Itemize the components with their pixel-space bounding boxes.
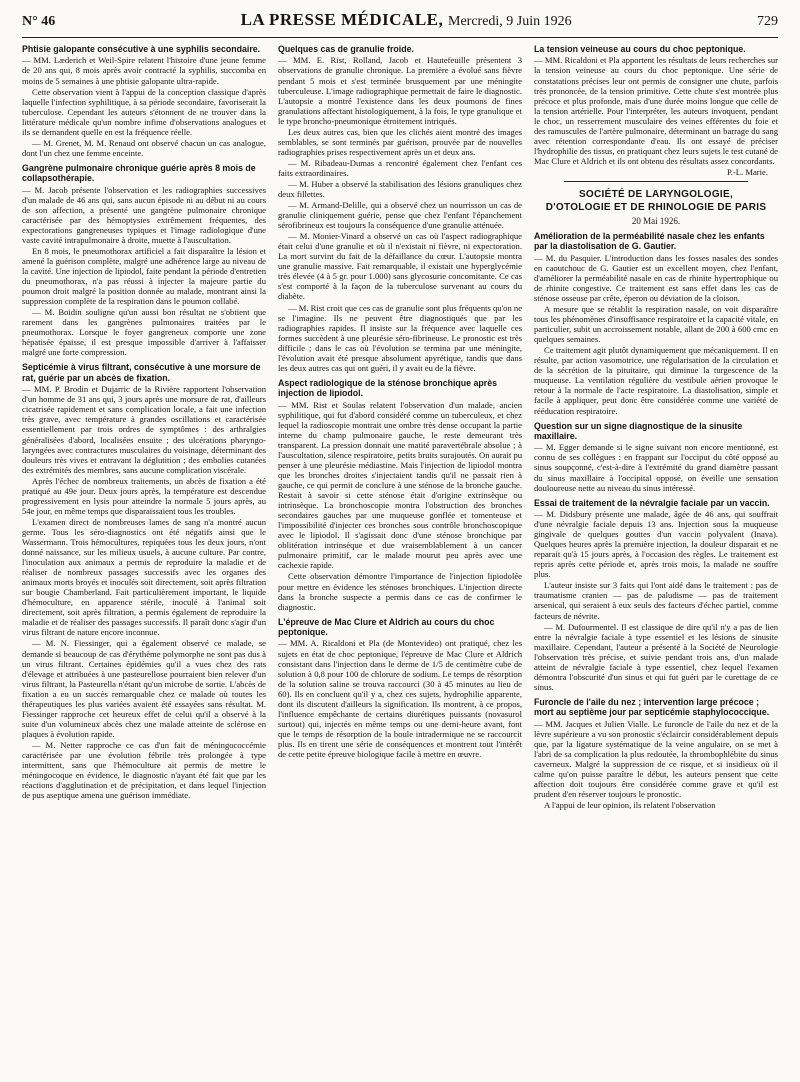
article-title: Aspect radiologique de la sténose bronchique après injection de lipiodol. [278, 377, 497, 399]
paragraph: — M. Dufourmentel. Il est classique de dire qu'il n'y a pas de lien entre la névralgie faciale à type essentiel et les lésions de sinusite maxillaire. Cependant, l'auteur a présenté à la Société de Neurologie l'observation très précise, et suivie pendant trois ans, d'un malade atteint de névralgie faciale à type essentiel, chez lequel l'examen démontra l'obscurité d'un sinus et qui fut guéri par le curettage de ce sinus. [534, 621, 778, 692]
paragraph: Les deux autres cas, bien que les clichés aient montré des images semblables, se sont terminés par guérison, prouvée par de nouvelles radiographies prises respectivement après un et deux ans. [278, 126, 522, 157]
article-columns [22, 44, 778, 1064]
issue-date: Mercredi, 9 Juin 1926 [448, 14, 572, 29]
paragraph: — M. Boidin souligne qu'un aussi bon résultat ne s'obtient que rarement dans les gangrènes pulmonaires traitées par le pneumothorax. Lorsque le foyer gangreneux comporte une zone hépatisée épaisse, il est presque impossible d'arriver à l'affaisser malgré une forte compression. [22, 307, 266, 358]
issue-number: N° 46 [22, 14, 56, 29]
column-2 [278, 44, 522, 1064]
section-title-line: D'OTOLOGIE ET DE RHINOLOGIE DE PARIS [545, 201, 767, 213]
article-title: L'épreuve de Mac Clure et Aldrich au cours du choc peptonique. [278, 616, 495, 638]
paragraph: A l'appui de leur opinion, ils relatent l'observation [544, 800, 716, 811]
paragraph: — MM. Læderich et Weil-Spire relatent l'histoire d'une jeune femme de 20 ans qui, 8 mois après avoir contracté la syphilis, succomba en moins de 5 semaines à une phtisie galopante ultra-rapide. [22, 55, 266, 86]
paragraph: — M. Armand-Delille, qui a observé chez un nourrisson un cas de granulie cliniquement guérie, pense que chez l'enfant l'épanchement sérofibrineux est toujours la conséquence d'une granulie atténuée. [278, 200, 522, 231]
article-title: Quelques cas de granulie froide. [278, 44, 414, 54]
paragraph: A mesure que se rétablit la respiration nasale, on voit disparaître tous les phénomènes d'insuffisance respiratoire et la capacité vitale, en particulier, subit un accroissement notable, allant de 200 à 600 cmc en quelques semaines. [534, 304, 778, 345]
paragraph: — M. Netter rapproche ce cas d'un fait de méningococcémie caractérisée par une évolution fébrile très prolongée à type intermittent, sans que l'hémoculture ait permis de mettre le méningocoque en évidence, le diagnostic n'ayant été fait que par les réactions d'agglutination et de précipitation, et dans lequel l'injection de pus aseptique amena une guérison immédiate. [22, 739, 266, 801]
section-title [534, 188, 778, 214]
paragraph: — MM. E. Rist, Rolland, Jacob et Hautefeuille présentent 3 observations de granulie chronique. La première a évolué sans fièvre pendant 5 mois et s'est terminée brusquement par une méningite tuberculeuse. L'image radiographique permettait de faire le diagnostic. L'autopsie a montré l'existence dans les deux poumons de fines granulations affectant histologiquement, à la fois, le type granulique et le type broncho-pneumonique étroitement intriqués. [278, 55, 522, 126]
paragraph: — M. Egger demande si le signe suivant non encore mentionné, est connu de ses collègues : en frappant sur l'occiput du côté opposé au sinus soupçonné, c'est-à-dire à l'extrémité du grand diamètre passant du sinus maxillaire à l'occipital opposé, on éveille une sensation douloureuse nette au niveau du sinus intéressé. [534, 442, 778, 493]
section-date: 20 Mai 1926. [631, 215, 681, 226]
paragraph: — M. Monier-Vinard a observé un cas où l'aspect radiographique était celui d'une granulie et où il n'existait ni fièvre, ni expectoration. La mort survint du fait de la défaillance du cœur. L'autopsie montra une granulie massive. Fait remarquable, il existait une hyperglycémie très élevée (4 à 5 gr. pour 1.000) sans glycosurie concomitante. Ce cas s'est comporté à la façon de la tuberculose survenant au cours du diabète. [278, 231, 522, 302]
article-title: Question sur un signe diagnostique de la sinusite maxillaire. [534, 420, 743, 441]
section-divider [564, 181, 748, 182]
paragraph: L'auteur insiste sur 3 faits qui l'ont aidé dans le traitement : pas de traumatisme cranien — pas de paludisme — pas de traitement arsenical, qui seraient à eux seuls des facteurs d'échec partiel, comme facteurs de névrite. [534, 580, 778, 621]
article-title: Septicémie à virus filtrant, consécutive à une morsure de rat, guérie par un abcès de fixation. [22, 362, 261, 383]
article-title: Gangrène pulmonaire chronique guérie après 8 mois de collapsothérapie. [22, 162, 256, 184]
paragraph: — MM. Ricaldoni et Pla apportent les résultats de leurs recherches sur la tension veineuse au cours du choc peptonique. Une série de constatations précises leur ont permis de consigner une chute, parfois très prononcée, de la tension primitive. Cette chute s'est montrée plus précoce et plus profonde, mais d'une durée moins longue que celle de la tension artérielle. Pour l'interpréter, les auteurs invoquent, pendant le choc, un resserrement musculaire des veines efférentes du foie et des ramuscules de l'artère pulmonaire, déterminant un barrage du sang avec rétention correspondante d'eau. Ils ont essayé de préciser l'hydrophilie des tissus, en pratiquant chez leurs sujets le test cutané de Mac Clure et Aldrich et ils ont obtenu des résultats assez concordants. [534, 55, 778, 166]
paragraph: Ce traitement agit plutôt dynamiquement que mécaniquement. Il en résulte, par action vasomotrice, une régularisation de la circulation et de la sécrétion de la pituitaire, qui diminue la turgescence de la muqueuse. La ventilation régulière du vestibule aérien provoque le retour à la normale de l'acte respiratoire. La diastolisation, simple et facile à appliquer, peut donc être considérée comme une variété de rééducation respiratoire. [534, 345, 778, 416]
paragraph: — MM. A. Ricaldoni et Pla (de Montevideo) ont pratiqué, chez les sujets en état de choc peptonique, l'épreuve de Mac Clure et Aldrich consistant dans l'injection dans le derme de 1/5 de centimètre cube de solution à 0,8 pour 100 de chlorure de sodium. Le temps de résorption de la solution saline se trouva raccourci (30 à 45 minutes au lieu de 60). Ils en concluent qu'il y a, chez ces sujets, hydrophilie apparente, dont ils discutent d'ailleurs la signification. Ils montrent, à ce propos, l'influence empêchante de certains diurétiques puissants (novasurol surtout) qui, injectés en même temps ou une demi-heure avant, font que le temps de résorption de la boule intradermique ne se raccourcit plus. Ils en tirent une série de conséquences et montrent tout l'intérêt de cette petite épreuve biologique facile à mettre en œuvre. [278, 638, 522, 759]
paragraph: — MM. P. Brodin et Dujarric de la Rivière rapportent l'observation d'un homme de 31 ans qui, 3 jours après une morsure de rat, d'ailleurs cicatrisée rapidement et sans complication locale, a fait une infection très grave, avec température à grandes oscillations et caractérisée essentiellement par trois ordres de symptômes : des arthralgies généralisées d'abord, localisées ensuite ; des ulcérations pharyngo-laryngées avec contractures musculaires du voisinage, déterminant des douleurs très vives et entravant la déglutition ; des embolies cutanées des extrémités des membres, sans aucune complication viscérale. [22, 384, 266, 475]
paragraph: — M. Didsbury présente une malade, âgée de 46 ans, qui souffrait d'une névralgie faciale depuis 13 ans. Injection sous la muqueuse gingivale de quelques gouttes d'un vaccin polyvalent (Inava). Quelques heures après la première injection, la douleur disparait et ne reparait qu'à 15 jours après, à l'occasion des règles. Le traitement est repris après cette période et, après trois mois, la malade ne souffre plus. [534, 509, 778, 580]
page-header [22, 10, 778, 38]
paragraph: — M. Rist croit que ces cas de granulie sont plus fréquents qu'on ne se l'imagine. Ils ne peuvent être diagnostiqués que par les radiographies rapides. Il insiste sur la fréquence avec laquelle ces formes succèdent à une pleurésie séro-fibrineuse. Le pronostic est très difficile ; dans le cas où l'évolution se termina par une méningite, l'évolution avait été presque absolument apyrétique, tandis que dans les deux autres cas qui ont guéri, il y avait eu de la fièvre. [278, 302, 522, 373]
article-title: Furoncle de l'aile du nez ; intervention large précoce ; mort au septième jour par septicémie staphylococcique. [534, 696, 770, 718]
journal-title [241, 10, 572, 30]
paragraph: — M. du Pasquier. L'introduction dans les fosses nasales des sondes en caoutchouc de G. Gautier est un excellent moyen, chez l'enfant, d'améliorer la perméabilité nasale en cas de rhinite hypertrophique ou de rhinite congestive. Ce traitement est sans effet dans les cas de sténose osseuse par crête, éperon ou déviation de la cloison. [534, 252, 778, 304]
journal-name: LA PRESSE MÉDICALE, [240, 10, 444, 29]
paragraph: — M. Grenet, M. M. Renaud ont observé chacun un cas analogue, dont l'un chez une femme enceinte. [22, 137, 266, 158]
paragraph: — M. Huber a observé la stabilisation des lésions granuliques chez deux fillettes. [278, 178, 522, 200]
column-3 [534, 44, 778, 1064]
author-signature: P.-L. Marie. [726, 166, 768, 177]
paragraph: Cette observation démontre l'importance de l'injection lipiodolée pour mettre en évidence les sténoses bronchiques. L'injection directe dans la bronche suspecte a permis dans ce cas de confirmer le diagnostic. [278, 571, 522, 612]
paragraph: Cette observation vient à l'appui de la conception classique d'après laquelle l'infection syphilitique, à sa période secondaire, favoriserait la tuberculose. Cependant les auteurs s'étonnent de ne trouver dans la littérature médicale qu'un nombre infime d'observations analogues et ils se demandent quelle en est la fréquence réelle. [22, 86, 266, 137]
paragraph: En 8 mois, le pneumothorax artificiel a fait disparaître la lésion et amené la guérison complète, malgré une adhérence large au niveau de la cavité. Une injection de lipiodol, faite pendant la période d'entretien du pneumothorax, n'a pas réussi à injecter la majeure partie du poumon droit malgré la position donnée au malade, montrant ainsi la suppression complète de la respiration dans le poumon collabé. [22, 245, 266, 307]
article-title: La tension veineuse au cours du choc peptonique. [534, 44, 746, 54]
article-title: Amélioration de la perméabilité nasale chez les enfants par la diastolisation de G. Gautier. [534, 231, 765, 252]
article-title: Phtisie galopante consécutive à une syphilis secondaire. [22, 44, 261, 54]
article-title: Essai de traitement de la névralgie faciale par un vaccin. [534, 497, 770, 508]
column-1 [22, 44, 266, 1064]
page-number: 729 [757, 14, 778, 29]
paragraph: — MM. Jacques et Julien Vialle. Le furoncle de l'aile du nez et de la lèvre supérieure a vu son pronostic s'éclaircir considérablement depuis que, par la ligature systématique de la veine angulaire, on se met à l'abri de sa complication la plus redoutée, la thrombophlébite du sinus caverneux. Malgré la suppression de ce risque, et si insidieux où il calme qu'on puisse paraître le début, les auteurs pensent que cette affection doit toujours être considérée comme grave et qu'il est prudent d'en réserver toujours le pronostic. [534, 718, 778, 800]
paragraph: — MM. Rist et Soulas relatent l'observation d'un malade, ancien syphilitique, qui fut d'abord considéré comme un tuberculeux, et chez lequel la radioscopie montrait une ombre très dense occupant la partie interne du champ pulmonaire gauche, le reste demeurant très transparent. La pression donnait une matité paravertébrale absolue ; à l'auscultation, silence respiratoire, petits bruits surajoutés. On aurait pu penser à une pleurésie médiastine. Mais l'injection de lipiodol montra que les bronches droites s'injectaient tandis qu'il ne passait rien à gauche, ce qui permit de conclure à une sténose de la bronche gauche. Restait à savoir si cette sténose était d'origine extrinsèque ou intrinsèque. La bronchoscopie montra l'obstruction des bronches secondaires gauches par une muqueuse gonflée et tomenteuse et l'impossibilité d'injecter ces bronches sous contrôle bronchoscopique avec le lipiodol. Il s'agissait donc d'une sténose bronchique par oblitération intrinsèque et due vraisemblablement à un cancer pulmonaire primitif, car le malade mourut peu après avec une cachexie rapide. [278, 399, 522, 571]
paragraph: — M. N. Fiessinger, qui a également observé ce malade, se demande si beaucoup de cas d'érythème polymorphe ne sont pas dus à un virus filtrant. Certaines épidémies qu'il a vues chez des rats d'élevage et attribuées à une pasteurellose pourraient bien relever d'un virus filtrant, la Pasteurella n'étant qu'un microbe de sortie. L'abcès de fixation a eu un succès remarquable chez ce malade où toutes les thérapeutiques les plus variées avaient été essayées sans résultat. M. Fiessinger rapproche cet heureux effet de celui qu'il a observé à la suite d'un volumineux abcès chez une malade atteinte de sclérose en plaques à évolution rapide. [22, 638, 266, 739]
section-title-line: SOCIÉTÉ DE LARYNGOLOGIE, [578, 188, 734, 200]
paragraph: L'examen direct de nombreuses lames de sang n'a montré aucun germe. Tous les séro-diagnostics ont été négatifs ainsi que le Wassermann. Trois hémocultures, repiquées tous les deux jours, n'ont donné naissance, sur les milieux usuels, à aucune culture. Par contre, l'inoculation aux animaux a permis de reproduire la maladie et de réaliser de nombreux passages successifs avec les organes des animaux morts broyés et inoculés soit directement, soit après filtration sur bougie Chamberland. Fait particulièrement important, le liquide d'hémoculture, en apparence stérile, inoculé à l'animal soit directement, soit après filtration, a permis également de reproduire la maladie et de réaliser des passages successifs. Il paraît donc s'agir d'un virus filtrant de nature encore inconnue. [22, 516, 266, 638]
paragraph: Après l'échec de nombreux traitements, un abcès de fixation a été pratiqué au 49e jour. Deux jours après, la température est descendue progressivement en lysis pour atteindre la normale 5 jours après, au 54e jour, en même temps que disparaissaient tous les troubles. [22, 475, 266, 516]
paragraph: — M. Ribadeau-Dumas a rencontré également chez l'enfant ces faits extraordinaires. [278, 157, 522, 178]
paragraph: — M. Jacob présente l'observation et les radiographies successives d'un malade de 46 ans qui, sans aucun épisode ni au début ni au cours de son affection, a présenté une gangrène pulmonaire chronique caractérisée par des hémoptysies extrêmement fréquentes, des expectorations gangreneuses typiques et l'image radiologique d'une vaste cavité intrapulmonaire à droite, muette à l'auscultation. [22, 184, 266, 245]
